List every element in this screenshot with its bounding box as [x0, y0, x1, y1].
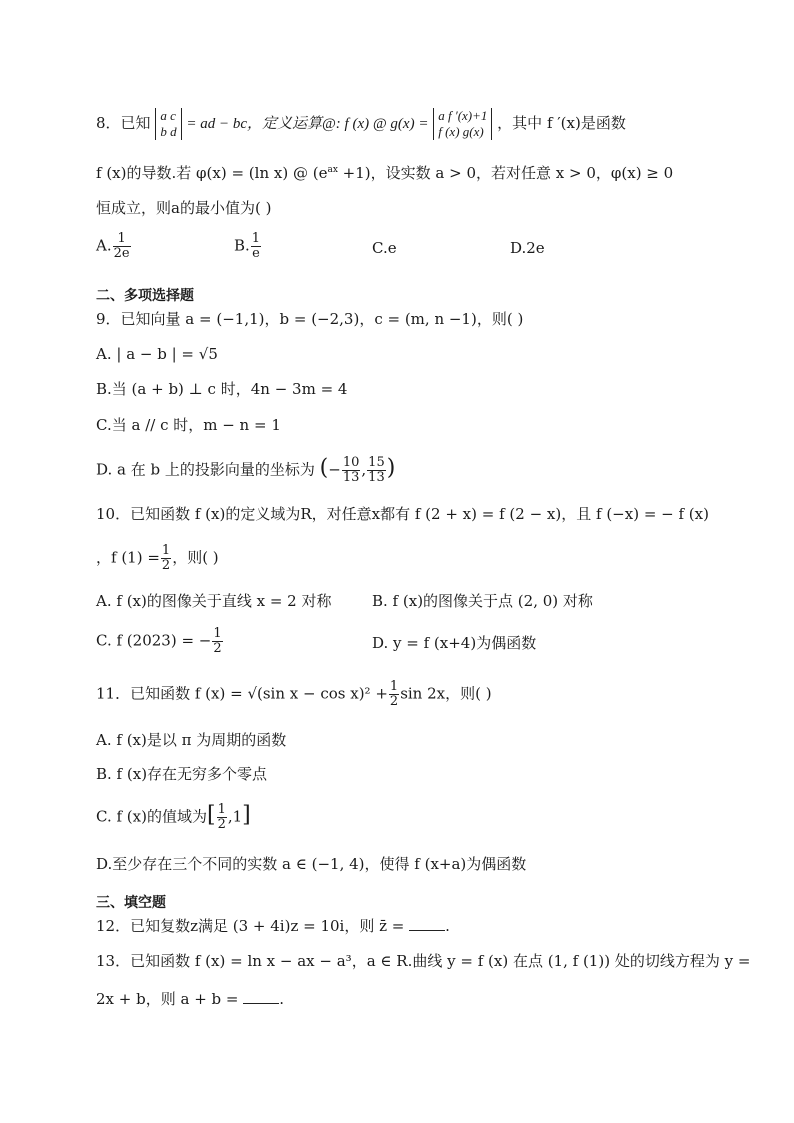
q8-determinant: a c b d — [155, 108, 181, 140]
q8-definition: = ad − bc，定义运算@: f (x) @ g(x) = — [186, 116, 429, 132]
q8-line1 — [96, 108, 626, 140]
q10-option-c[interactable]: C. f (2023) = − $\frac{1}{2}$ — [96, 626, 222, 656]
q12-stem: 12．已知复数z满足 (3 + 4i)z = 10i，则 z̄ = . — [96, 917, 450, 935]
q8-option-b[interactable]: B. $\frac{1}{e}$ — [234, 231, 261, 261]
q13-line1: 13．已知函数 f (x) = ln x − ax − a³，a ∈ R.曲线 y = f (x) 在点 (1, f (1)) 处的切线方程为 y = — [96, 952, 751, 970]
q11-option-d[interactable]: D.至少存在三个不同的实数 a ∈ (−1, 4)，使得 f (x+a)为偶函数 — [96, 855, 527, 873]
q9-option-b[interactable]: B.当 (a + b) ⊥ c 时，4n − 3m = 4 — [96, 380, 348, 398]
q9-option-a[interactable]: A. | a − b | = √5 — [96, 345, 218, 363]
q12-answer-blank[interactable] — [409, 918, 445, 931]
q10-stem: 10．已知函数 f (x)的定义域为R，对任意x都有 f (2 + x) = f (2 − x)，且 f (−x) = − f (x) — [96, 505, 709, 523]
q10-line2: ，f (1) = $\frac{1}{2}$ ，则( ) — [96, 543, 219, 573]
q10-option-b[interactable]: B. f (x)的图像关于点 (2, 0) 对称 — [372, 592, 593, 610]
q8-line1-tail: ，其中 f ′(x)是函数 — [497, 114, 626, 132]
q8-prefix: 8．已知 — [96, 114, 151, 132]
q9-stem: 9．已知向量 a = (−1,1)，b = (−2,3)，c = (m, n −1)，则( ) — [96, 310, 524, 328]
q9-option-d[interactable]: D. a 在 b 上的投影向量的坐标为 (− $\frac{10}{13}$ , $\frac{15}{13}$ ) — [96, 455, 396, 485]
q8-operation-determinant: a f ′(x)+1 f (x) g(x) — [433, 108, 492, 140]
q11-option-a[interactable]: A. f (x)是以 π 为周期的函数 — [96, 731, 287, 749]
q13-line2: 2x + b，则 a + b = . — [96, 990, 285, 1008]
q11-option-b[interactable]: B. f (x)存在无穷多个零点 — [96, 765, 268, 783]
q11-option-c[interactable]: C. f (x)的值域为[ $\frac{1}{2}$ ,1] — [96, 802, 251, 832]
section-multiple-choice: 二、多项选择题 — [96, 288, 194, 304]
q10-option-a[interactable]: A. f (x)的图像关于直线 x = 2 对称 — [96, 592, 332, 610]
q8-option-d[interactable]: D.2e — [510, 239, 545, 257]
q8-line2: f (x)的导数.若 φ(x) = (ln x) @ $(e^{ax} +1)$，设实数 a > 0，若对任意 x > 0，φ(x) ≥ 0 — [96, 164, 674, 182]
q9-option-c[interactable]: C.当 a // c 时，m − n = 1 — [96, 416, 281, 434]
q13-answer-blank[interactable] — [243, 991, 279, 1004]
q8-line3: 恒成立，则a的最小值为( ) — [96, 199, 272, 217]
q11-stem: 11．已知函数 f (x) = √(sin x − cos x)² + $\frac{1}{2}$ sin 2x，则( ) — [96, 679, 492, 709]
q8-option-c[interactable]: C.e — [372, 239, 397, 257]
q8-option-a[interactable]: A. $\frac{1}{2e}$ — [96, 231, 130, 261]
q10-option-d[interactable]: D. y = f (x+4)为偶函数 — [372, 634, 537, 652]
section-fill-in: 三、填空题 — [96, 895, 166, 911]
